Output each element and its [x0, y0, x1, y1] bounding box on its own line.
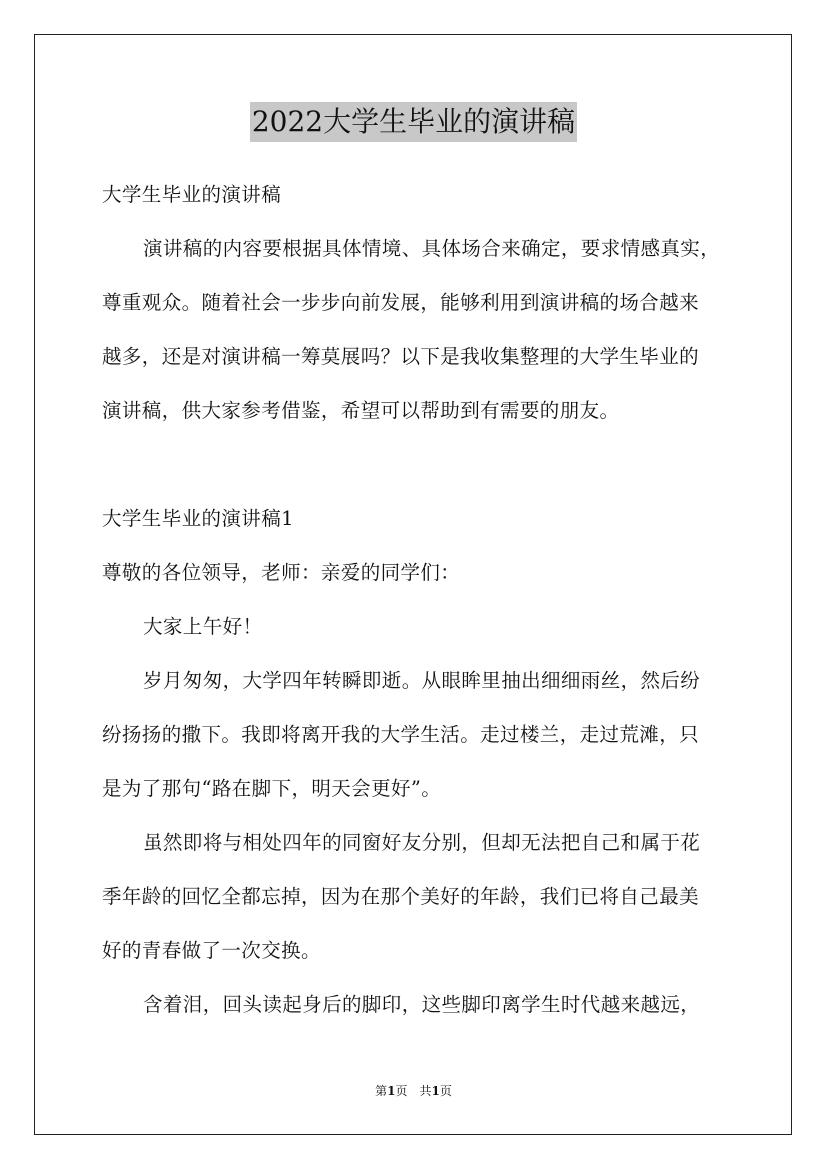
greeting-line: 大家上午好！: [143, 615, 263, 638]
document-body: [102, 168, 742, 1032]
subtitle-line: 大学生毕业的演讲稿: [102, 183, 282, 206]
paragraph-line: 虽然即将与相处四年的同窗好友分别，但却无法把自己和属于花: [143, 831, 701, 854]
paragraph-line: 含着泪，回头读起身后的脚印，这些脚印离学生时代越来越远，: [143, 993, 701, 1016]
footer-page-prefix: 第: [375, 1084, 388, 1098]
document-title: 2022大学生毕业的演讲稿: [250, 102, 577, 142]
paragraph-line: 纷扬扬的撒下。我即将离开我的大学生活。走过楼兰，走过荒滩，只: [102, 723, 700, 746]
page-footer: [0, 1081, 827, 1101]
paragraph-line: 尊重观众。随着社会一步步向前发展，能够利用到演讲稿的场合越来: [102, 291, 700, 314]
section-heading: 大学生毕业的演讲稿1: [102, 507, 294, 530]
paragraph-line: 越多，还是对演讲稿一筹莫展吗？以下是我收集整理的大学生毕业的: [102, 345, 700, 368]
footer-page-suffix: 页: [439, 1084, 452, 1098]
paragraph-line: 演讲稿，供大家参考借鉴，希望可以帮助到有需要的朋友。: [102, 399, 620, 422]
paragraph-line: 演讲稿的内容要根据具体情境、具体场合来确定，要求情感真实，: [143, 237, 721, 260]
footer-page-current: 1: [387, 1084, 396, 1098]
blank-line: [102, 438, 742, 492]
paragraph-line: 季年龄的回忆全都忘掉，因为在那个美好的年龄，我们已将自己最美: [102, 885, 700, 908]
paragraph-line: 是为了那句“路在脚下，明天会更好”。: [102, 777, 442, 800]
paragraph-line: 岁月匆匆，大学四年转瞬即逝。从眼眸里抽出细细雨丝，然后纷: [143, 669, 701, 692]
footer-page-total: 1: [431, 1084, 440, 1098]
paragraph-line: 好的青春做了一次交换。: [102, 939, 321, 962]
title-container: [0, 102, 827, 142]
footer-page-mid: 页 共: [395, 1084, 432, 1098]
salutation-line: 尊敬的各位领导，老师：亲爱的同学们：: [102, 561, 461, 584]
